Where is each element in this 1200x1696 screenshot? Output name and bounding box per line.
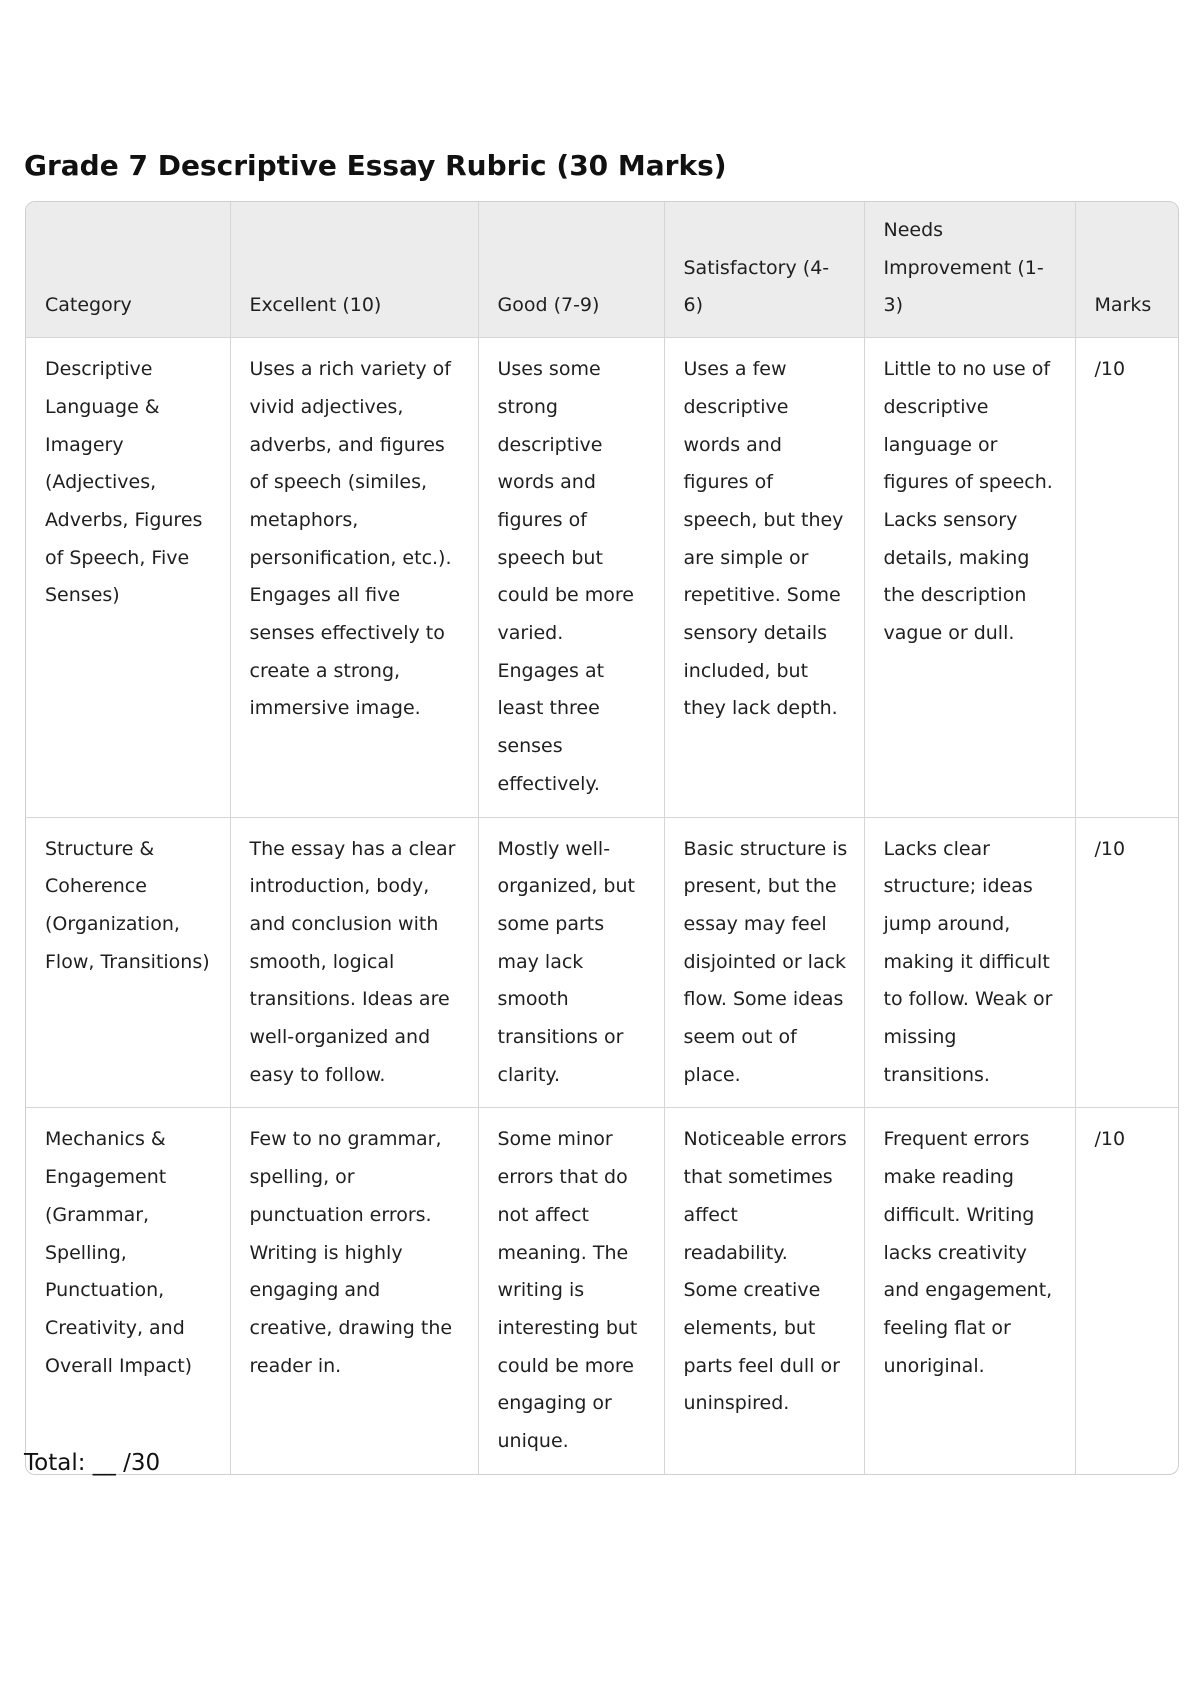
header-excellent: Excellent (10) — [230, 202, 478, 338]
category-name: Structure & Coherence — [45, 837, 155, 898]
excellent-cell: Few to no grammar, spelling, or punctuation errors. Writing is highly engaging and creative, drawing the reader in. — [230, 1108, 478, 1474]
satisfactory-cell: Basic structure is present, but the essay may feel disjointed or lack flow. Some ideas seem out of place. — [664, 817, 864, 1108]
marks-cell: /10 — [1094, 1128, 1126, 1151]
needs-improvement-cell: Little to no use of descriptive language or figures of speech. Lacks sensory details, making the description vague or dull. — [864, 338, 1075, 817]
category-cell — [26, 817, 230, 1108]
header-satisfactory: Satisfactory (4-6) — [664, 202, 864, 338]
header-good: Good (7-9) — [478, 202, 664, 338]
category-cell — [26, 1108, 230, 1474]
rubric-table-container — [25, 201, 1179, 1475]
needs-improvement-cell: Frequent errors make reading difficult. Writing lacks creativity and engagement, feeling flat or unoriginal. — [864, 1108, 1075, 1474]
table-header — [26, 202, 1178, 338]
category-name: Mechanics & Engagement — [45, 1128, 167, 1189]
total-line: Total: __ /30 — [24, 1450, 161, 1476]
header-needs-improvement: Needs Improvement (1-3) — [864, 202, 1075, 338]
good-cell: Mostly well-organized, but some parts may lack smooth transitions or clarity. — [478, 817, 664, 1108]
rubric-table — [26, 202, 1178, 1474]
category-detail: (Organization, Flow, Transitions) — [45, 912, 210, 973]
satisfactory-cell: Noticeable errors that sometimes affect readability. Some creative elements, but parts feel dull or uninspired. — [664, 1108, 864, 1474]
category-cell — [26, 338, 230, 817]
marks-cell: /10 — [1075, 817, 1178, 1108]
needs-improvement-cell: Lacks clear structure; ideas jump around, making it difficult to follow. Weak or missing transitions. — [864, 817, 1075, 1108]
header-category: Category — [26, 202, 230, 338]
category-detail: (Adjectives, Adverbs, Figures of Speech, Five Senses) — [45, 471, 203, 607]
table-row — [26, 817, 1178, 1108]
satisfactory-cell: Uses a few descriptive words and figures of speech, but they are simple or repetitive. Some sensory details included, but they lack depth. — [664, 338, 864, 817]
table-body — [26, 338, 1178, 1474]
excellent-cell: Uses a rich variety of vivid adjectives, adverbs, and figures of speech (similes, metaphors, personification, etc.). Engages all five senses effectively to create a strong, immersive image. — [230, 338, 478, 817]
good-cell: Uses some strong descriptive words and figures of speech but could be more varied. Engages at least three senses effectively. — [478, 338, 664, 817]
header-row — [26, 202, 1178, 338]
category-detail: (Grammar, Spelling, Punctuation, Creativity, and Overall Impact) — [45, 1203, 193, 1377]
page-title: Grade 7 Descriptive Essay Rubric (30 Marks) — [24, 149, 727, 182]
header-marks: Marks — [1075, 202, 1178, 338]
excellent-cell: The essay has a clear introduction, body, and conclusion with smooth, logical transitions. Ideas are well-organized and easy to follow. — [230, 817, 478, 1108]
category-name: Descriptive Language & Imagery — [45, 358, 160, 456]
good-cell: Some minor errors that do not affect meaning. The writing is interesting but could be more engaging or unique. — [478, 1108, 664, 1474]
marks-cell: /10 — [1075, 338, 1178, 817]
table-row — [26, 1108, 1178, 1474]
table-row — [26, 338, 1178, 817]
